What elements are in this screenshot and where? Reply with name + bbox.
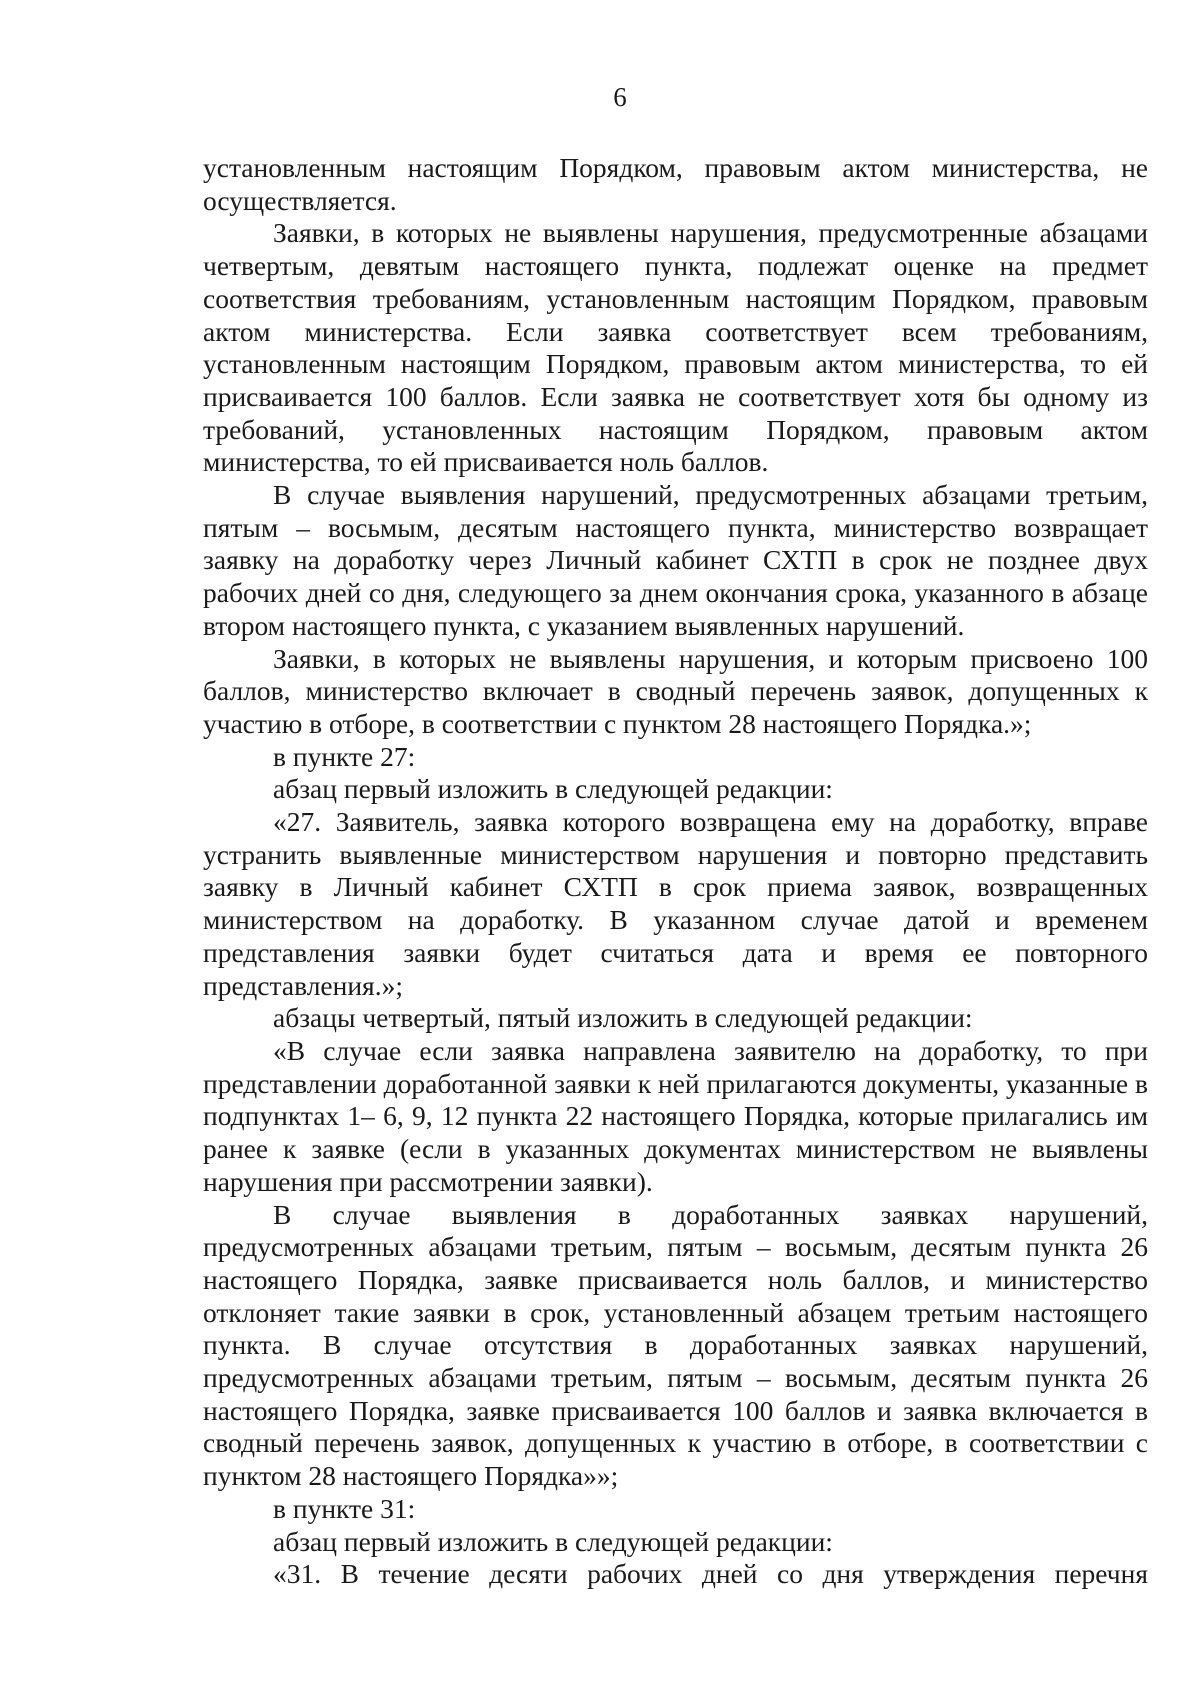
page-number: 6	[613, 82, 627, 112]
document-body	[203, 152, 1148, 1591]
paragraph-11: в пункте 31:	[273, 1492, 416, 1524]
paragraph-2: Заявки, в которых не выявлены нарушения, предусмотренные абзацами четвертым, девятым настоящего пункта, подлежат оценке на предмет соответствия требованиям, установленным настоящим Порядком, правовым актом министерства. Если заявка соответствует всем требованиям, установленным настоящим Порядком, правовым актом министерства, то ей присваивается 100 баллов. Если заявка не соответствует хотя бы одному из требований, установленных настоящим Порядком, правовым актом министерства, то ей присваивается ноль баллов.	[203, 217, 1148, 478]
paragraph-8: абзацы четвертый, пятый изложить в следующей редакции:	[273, 1002, 973, 1034]
paragraph-3: В случае выявления нарушений, предусмотренных абзацами третьим, пятым – восьмым, десятым настоящего пункта, министерство возвращает заявку на доработку через Личный кабинет СХТП в срок не позднее двух рабочих дней со дня, следующего за днем окончания срока, указанного в абзаце втором настоящего пункта, с указанием выявленных нарушений.	[203, 479, 1148, 641]
paragraph-6: абзац первый изложить в следующей редакции:	[273, 773, 833, 805]
paragraph-9: «В случае если заявка направлена заявителю на доработку, то при представлении доработанной заявки к ней прилагаются документы, указанные в подпунктах 1– 6, 9, 12 пункта 22 настоящего Порядка, которые прилагались им ранее к заявке (если в указанных документах министерством не выявлены нарушения при рассмотрении заявки).	[203, 1034, 1148, 1197]
paragraph-1: установленным настоящим Порядком, правовым актом министерства, не осуществляется.	[203, 152, 1148, 216]
paragraph-7: «27. Заявитель, заявка которого возвращена ему на доработку, вправе устранить выявленные министерством нарушения и повторно представить заявку в Личный кабинет СХТП в срок приема заявок, возвращенных министерством на доработку. В указанном случае датой и временем представления заявки будет считаться дата и время ее повторного представления.»;	[203, 806, 1148, 1001]
paragraph-5: в пункте 27:	[273, 740, 416, 772]
paragraph-4: Заявки, в которых не выявлены нарушения, и которым присвоено 100 баллов, министерство включает в сводный перечень заявок, допущенных к участию в отборе, в соответствии с пунктом 28 настоящего Порядка.»;	[203, 642, 1148, 739]
paragraph-12: абзац первый изложить в следующей редакции:	[273, 1525, 833, 1557]
paragraph-10: В случае выявления в доработанных заявках нарушений, предусмотренных абзацами третьим, пятым – восьмым, десятым пункта 26 настоящего Порядка, заявке присваивается ноль баллов, и министерство отклоняет такие заявки в срок, установленный абзацем третьим настоящего пункта. В случае отсутствия в доработанных заявках нарушений, предусмотренных абзацами третьим, пятым – восьмым, десятым пункта 26 настоящего Порядка, заявке присваивается 100 баллов и заявка включается в сводный перечень заявок, допущенных к участию в отборе, в соответствии с пунктом 28 настоящего Порядка»»;	[203, 1198, 1148, 1492]
paragraph-13: «31. В течение десяти рабочих дней со дня утверждения перечня	[273, 1558, 1148, 1590]
